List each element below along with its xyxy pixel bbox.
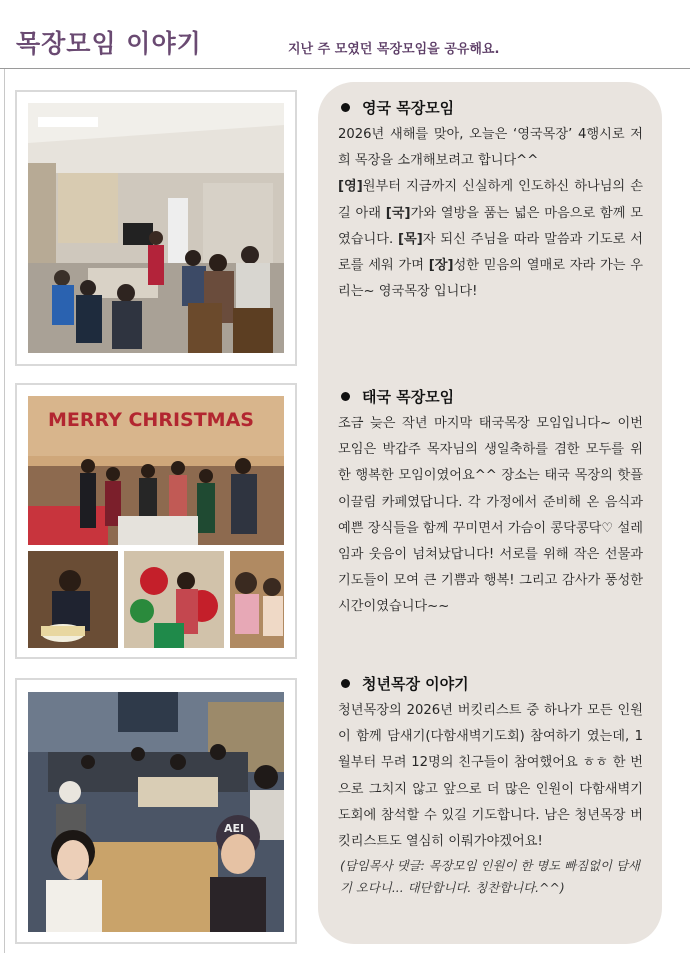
acrostic-text-1: 원부터 지금까지 신실하게 인도하신 하나님의 손길 아래 [338,179,643,221]
section-youth-body: 청년목장의 2026년 버킷리스트 중 하나가 모든 인원이 함께 담새기(다함새벽기도회) 참여하기 였는데, 1월부터 무려 12명의 친구들이 참여했어요 ㅎㅎ 한 번으로 그치지 않고 앞으로 더 많은 인원이 다함새벽기도회에 참석할 수 있길 기도합니다. 남은 청년목장 버킷리스트도 열심히 이뤄가야겠어요! [338,703,643,850]
page-header [0,0,698,70]
acrostic-key-2: [국] [385,205,411,221]
section-thai-title: 태국 목장모임 [362,388,455,406]
section-uk-title: 영국 목장모임 [362,99,455,117]
photo-frame-uk [15,90,297,366]
banner-text: MERRY CHRISTMAS [48,409,254,431]
photo-thai-cake [28,551,118,648]
photo-frame-thai [15,383,297,659]
photo-thai-group [28,396,284,545]
acrostic-key-1: [영] [338,179,363,195]
acrostic-key-3: [목] [398,231,423,247]
section-youth-title: 청년목장 이야기 [362,675,469,693]
page-title: 목장모임 이야기 [16,29,202,58]
section-uk-intro: 2026년 새해를 맞아, 오늘은 ‘영국목장’ 4행시로 저희 목장을 소개해보려고 합니다^^ [338,127,643,169]
bullet-icon [341,679,350,688]
section-uk-body [338,122,643,305]
section-thai-heading [341,386,643,407]
section-youth-heading [341,673,643,694]
bullet-icon [341,103,350,112]
acrostic-key-4: [장] [428,258,454,274]
photo-thai-balloons [124,551,224,648]
photo-frame-youth [15,678,297,944]
pastor-comment: (담임목사 댓글: 목장모임 인원이 한 명도 빠짐없이 담새기 오다니... 대단합니다. 칭찬합니다.^^) [340,858,640,896]
section-youth [338,673,643,899]
section-thai-body: 조금 늦은 작년 마지막 태국목장 모임입니다~ 이번 모임은 박갑주 목자님의 생일축하를 겸한 모두를 위한 행복한 모임이였어요^^ 장소는 태국 목장의 핫플 이끌림 카페였답니다. 각 가정에서 준비해 온 음식과 예쁜 장식들을 함께 꾸미면서 가슴이 콩닥콩닥♡ 설레임과 웃음이 넘쳐났답니다! 서로를 위해 작은 선물과 기도들이 모여 큰 기쁨과 행복! 그리고 감사가 풍성한 시간이였습니다~~ [338,416,643,615]
page-subtitle: 지난 주 모였던 목장모임을 공유해요. [288,42,500,57]
header-divider [0,68,690,69]
acrostic-text-3: 자 되신 주님을 따라 말씀과 기도로 서로를 세워 가며 [338,231,643,274]
sweater-text: AEI [224,822,245,835]
bullet-icon [341,392,350,401]
acrostic-text-4: 성한 믿음의 열매로 자라 가는 우리는~ 영국목장 입니다! [338,258,643,300]
left-margin-line [4,69,5,953]
acrostic-text-2: 가와 열방을 품는 넓은 마음으로 함께 모였습니다. [338,205,643,247]
photo-youth-selfie [28,692,284,932]
section-uk [338,97,643,305]
section-thai [338,386,643,621]
photo-uk-gathering [28,103,284,353]
section-uk-heading [341,97,643,118]
photo-thai-kids [230,551,284,648]
